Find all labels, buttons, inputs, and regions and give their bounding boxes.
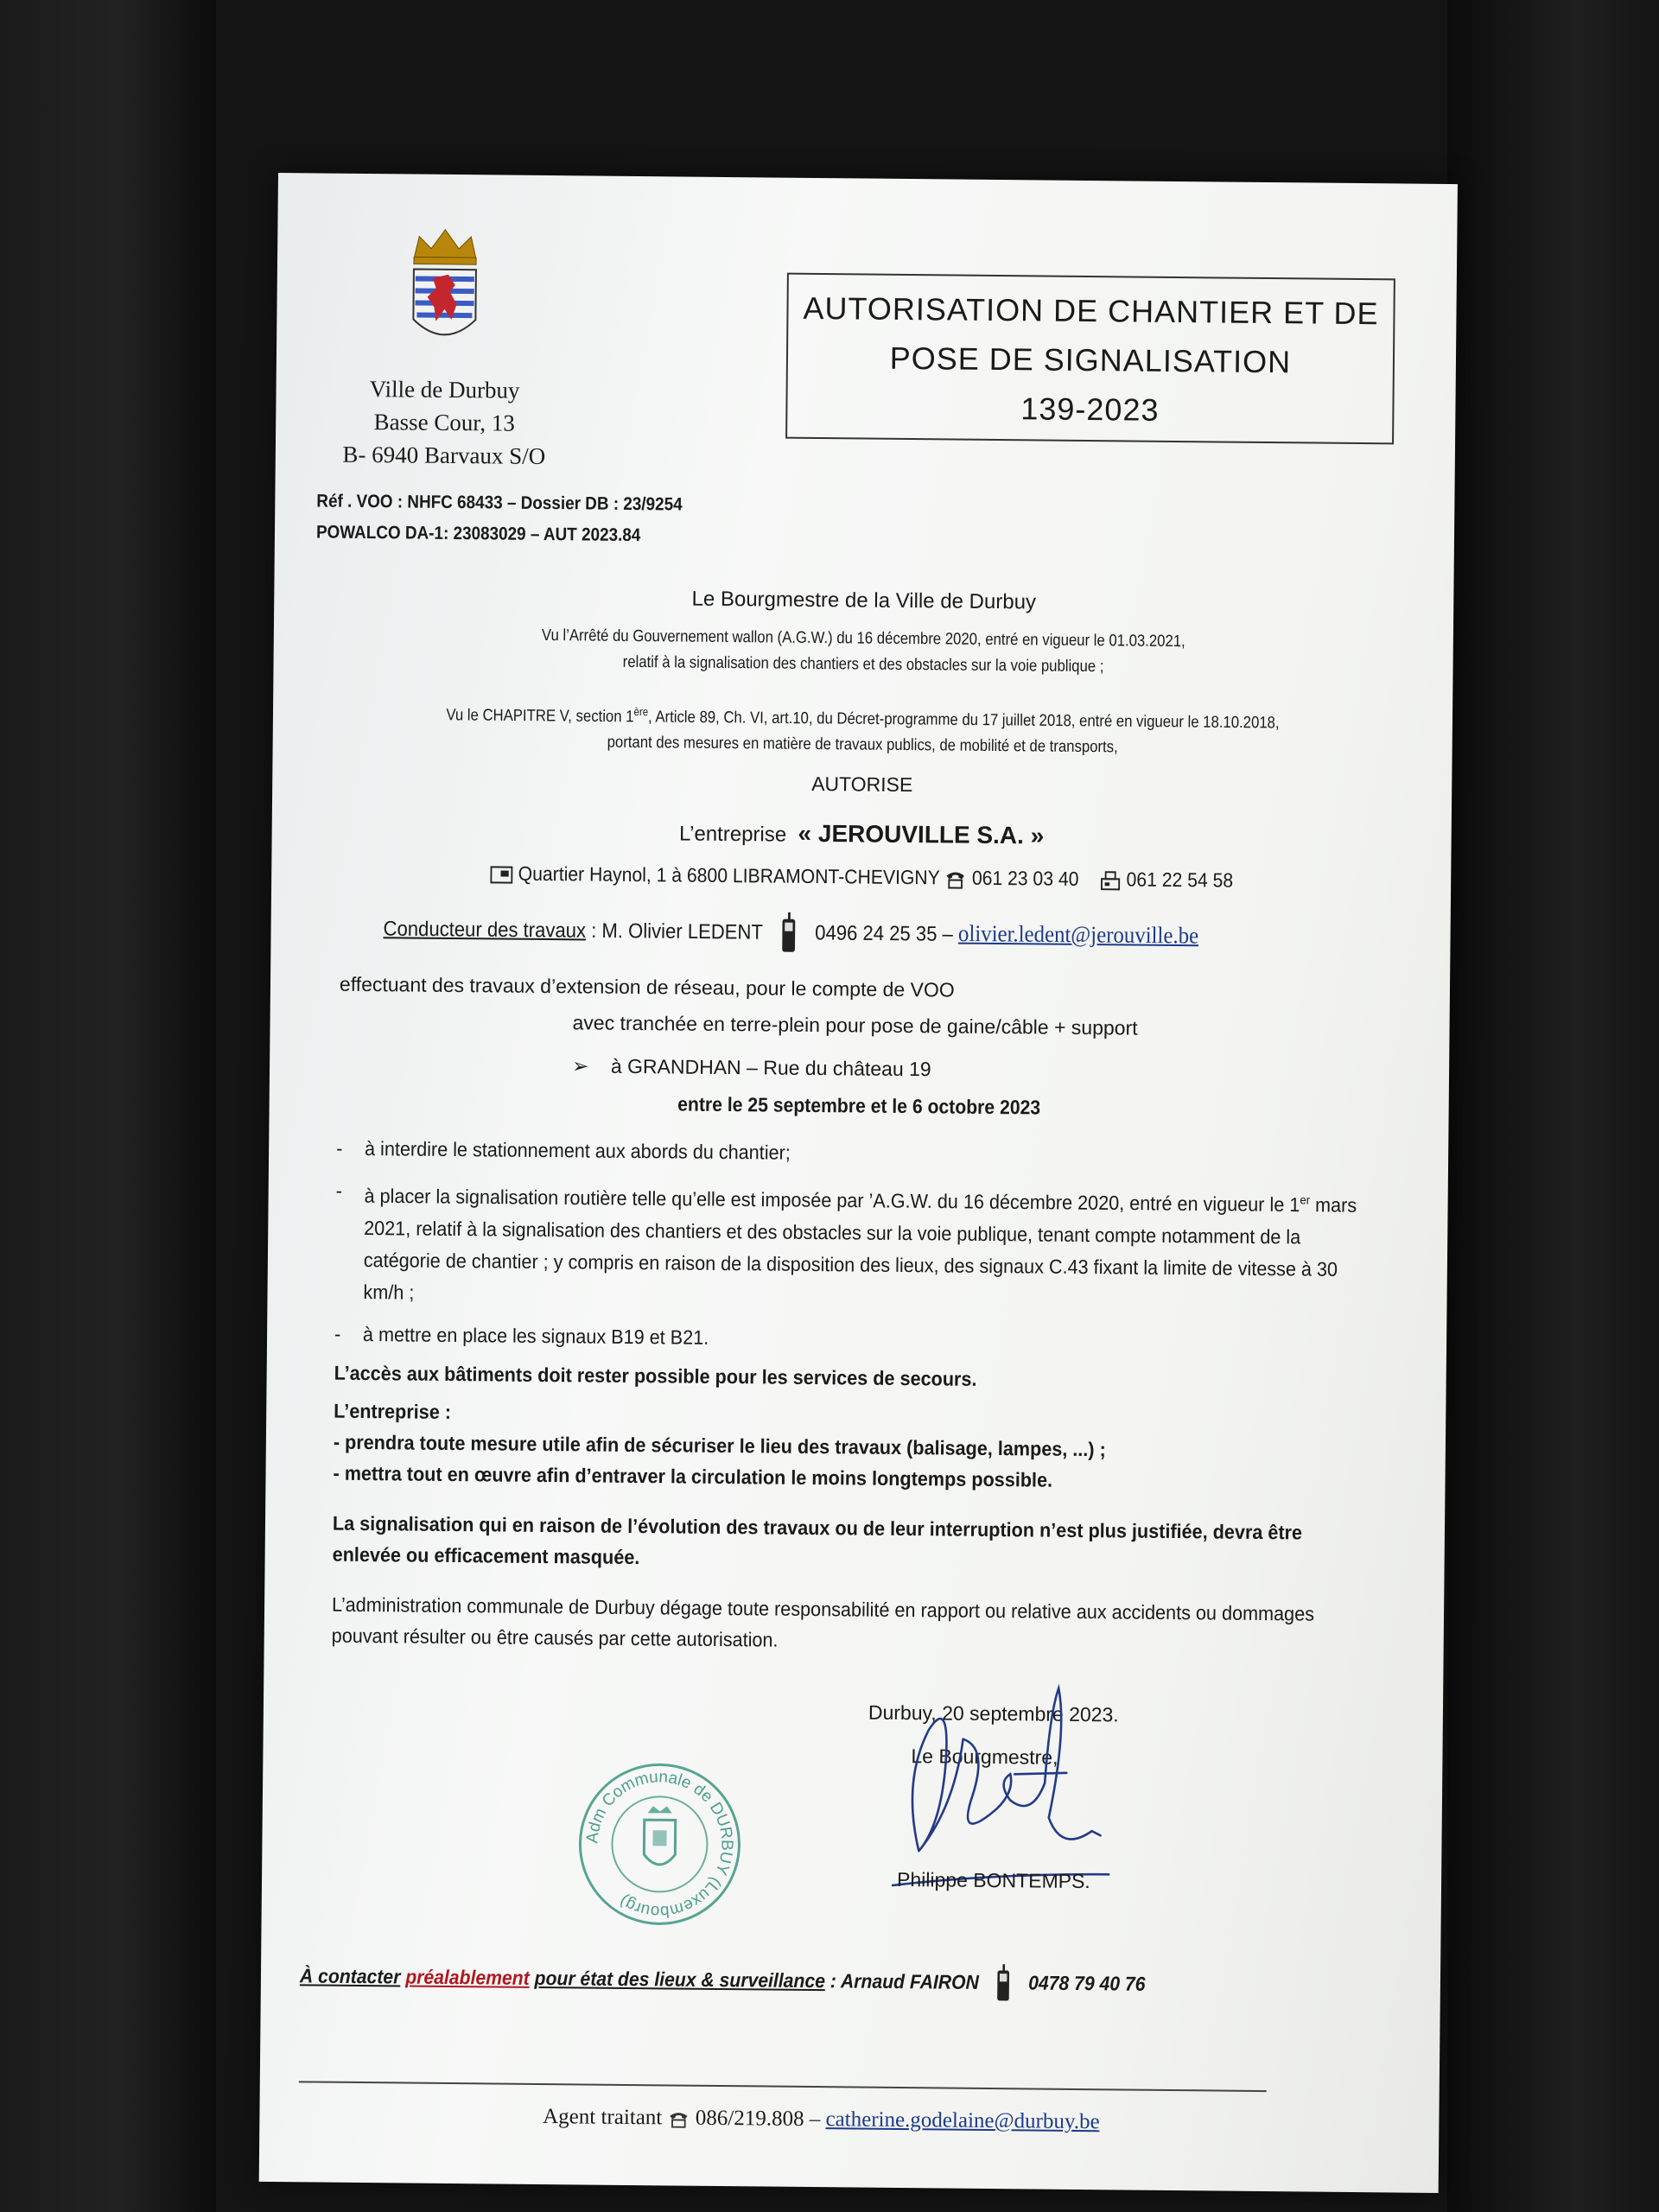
legal-basis-agw-line-1: Vu l’Arrêté du Gouvernement wallon (A.G.W.) du 16 décembre 2020, entré en vigueur le 01.03.2021, xyxy=(541,626,1185,652)
company-line xyxy=(272,815,1452,854)
condition-signage-b: mars 2021, relatif à la signalisation des chantiers et des obstacles sur la voie publique, tenant compte notamment de la catégorie de chantier ; y compris en raison de la disposition des lieux, des signaux C.43 fixant la limite de vitesse à 30 km/h ; xyxy=(363,1193,1357,1304)
emergency-access-note: L’accès aux bâtiments doit rester possible pour les services de secours. xyxy=(334,1361,977,1390)
site-manager-name: : M. Olivier LEDENT xyxy=(591,918,763,944)
contact-person: : Arnaud FAIRON xyxy=(830,1969,979,1993)
legal-basis-agw xyxy=(344,621,1382,683)
company-obligations-heading: L’entreprise : xyxy=(334,1399,452,1423)
works-location xyxy=(572,1050,931,1085)
contact-text-c: pour état des lieux & surveillance xyxy=(534,1967,826,1993)
condition-signage-a: à placer la signalisation routière telle qu’elle est imposée par ’A.G.W. du 16 décembre 2020, entré en vigueur le 1 xyxy=(364,1184,1300,1217)
legal-basis-decree xyxy=(343,696,1382,764)
municipality-street: Basse Cour, 13 xyxy=(373,409,515,436)
site-manager-mobile: 0496 24 25 35 xyxy=(815,921,938,946)
municipality-city: B- 6940 Barvaux S/O xyxy=(342,441,546,469)
place-and-date: Durbuy, 20 septembre 2023. xyxy=(868,1700,1119,1726)
works-location-text: à GRANDHAN – Rue du château 19 xyxy=(610,1054,931,1081)
company-name: « JEROUVILLE S.A. » xyxy=(798,819,1045,849)
condition-item xyxy=(334,1318,1378,1360)
dash-bullet: - xyxy=(335,1179,343,1202)
contact-text-a: À contacter xyxy=(299,1964,401,1988)
works-description-line-1: effectuant des travaux d’extension de réseau, pour le compte de VOO xyxy=(339,972,955,1001)
document-page xyxy=(259,173,1458,2193)
site-manager-email-link[interactable]: olivier.ledent@jerouville.be xyxy=(957,919,1199,949)
company-phone: 061 23 03 40 xyxy=(971,866,1079,890)
condition-superscript: er xyxy=(1300,1192,1311,1207)
telephone-icon xyxy=(667,2110,690,2129)
site-manager-line xyxy=(383,908,1198,959)
condition-parking: à interdire le stationnement aux abords du chantier; xyxy=(364,1137,791,1164)
company-address: Quartier Haynol, 1 à 6800 LIBRAMONT-CHEVIGNY xyxy=(518,861,940,889)
signatory-role: Le Bourgmestre, xyxy=(911,1745,1058,1769)
authorization-number: 139-2023 xyxy=(1020,391,1160,428)
issuing-authority: Le Bourgmestre de la Ville de Durbuy xyxy=(691,587,1037,614)
monitor-bezel-left xyxy=(0,0,216,2212)
telephone-icon xyxy=(944,868,967,889)
works-period: entre le 25 septembre et le 6 octobre 2023 xyxy=(677,1092,1041,1119)
municipality-name: Ville de Durbuy xyxy=(369,376,520,404)
title-line-2: POSE DE SIGNALISATION xyxy=(889,340,1292,380)
conditions-list xyxy=(334,1133,1357,1370)
site-contact-line xyxy=(300,1957,1146,2005)
document-title-box xyxy=(785,273,1395,445)
company-obligation-2: - mettra tout en œuvre afin d’entraver la circulation le moins longtemps possible. xyxy=(333,1461,1053,1491)
decree-text-a: Vu le CHAPITRE V, section 1 xyxy=(446,706,634,727)
company-obligation-1: - prendra toute mesure utile afin de sécuriser le lieu des travaux (balisage, lampes, ...) ; xyxy=(333,1430,1106,1461)
mobile-phone-icon xyxy=(779,912,799,956)
contact-emphasis: préalablement xyxy=(405,1965,530,1989)
site-manager-separator: – xyxy=(942,922,953,946)
authorizes-heading: AUTORISE xyxy=(811,772,913,797)
condition-signs: à mettre en place les signaux B19 et B21. xyxy=(362,1322,709,1349)
title-line-1: AUTORISATION DE CHANTIER ET DE xyxy=(803,289,1379,332)
handling-agent-footer xyxy=(259,2102,1382,2137)
contact-phone: 0478 79 40 76 xyxy=(1028,1971,1146,1995)
condition-item xyxy=(334,1175,1379,1318)
liability-disclaimer: L’administration communale de Durbuy dégage toute responsabilité en rapport ou relative aux accidents ou dommages pouvant résulter ou être causés par cette autorisation. xyxy=(331,1592,1315,1651)
mailbox-icon xyxy=(489,864,513,885)
condition-item xyxy=(336,1133,1380,1175)
dash-bullet: - xyxy=(334,1322,341,1345)
site-manager-label: Conducteur des travaux xyxy=(383,917,587,943)
signatory-name: Philippe BONTEMPS. xyxy=(896,1867,1090,1893)
company-prefix: L’entreprise xyxy=(678,822,787,847)
dash-bullet: - xyxy=(336,1136,343,1160)
handling-agent-phone: 086/219.808 xyxy=(695,2106,804,2131)
seal-text: Adm Communale de DURBUY (Luxembourg) xyxy=(583,1768,736,1921)
mobile-phone-icon xyxy=(994,1964,1014,2004)
municipality-address xyxy=(340,372,549,473)
arrow-bullet-icon: ➢ xyxy=(571,1054,589,1077)
references xyxy=(316,486,683,551)
works-description-line-2: avec tranchée en terre-plein pour pose de gaine/câble + support xyxy=(572,1011,1138,1039)
footer-separator: – xyxy=(809,2107,821,2132)
decree-superscript: ère xyxy=(633,704,649,719)
company-fax: 061 22 54 58 xyxy=(1126,868,1234,892)
legal-basis-agw-line-2: relatif à la signalisation des chantiers et des obstacles sur la voie publique ; xyxy=(622,652,1104,677)
footer-divider xyxy=(299,2081,1267,2092)
legal-basis-decree-line-2: portant des mesures en matière de travaux publics, de mobilité et de transports, xyxy=(607,734,1118,757)
municipal-seal-stamp xyxy=(572,1757,747,1931)
reference-voo: Réf . VOO : NHFC 68433 – Dossier DB : 23/9254 xyxy=(316,491,683,515)
handling-agent-email-link[interactable]: catherine.godelaine@durbuy.be xyxy=(825,2107,1100,2134)
fax-icon xyxy=(1099,870,1122,891)
handling-agent-label: Agent traitant xyxy=(543,2105,663,2130)
reference-powalco: POWALCO DA-1: 23083029 – AUT 2023.84 xyxy=(315,522,641,546)
additional-provisions xyxy=(332,1357,1363,1661)
monitor-bezel-right xyxy=(1447,0,1659,2212)
durbuy-coat-of-arms-icon xyxy=(406,224,483,354)
company-contact-line xyxy=(319,860,1404,893)
decree-text-b: , Article 89, Ch. VI, art.10, du Décret-programme du 17 juillet 2018, entré en vigueur le 18.10.2018, xyxy=(647,708,1280,733)
signage-removal-note: La signalisation qui en raison de l’évolution des travaux ou de leur interruption n’est plus justifiée, devra être enlevée ou efficacement masquée. xyxy=(332,1511,1303,1569)
